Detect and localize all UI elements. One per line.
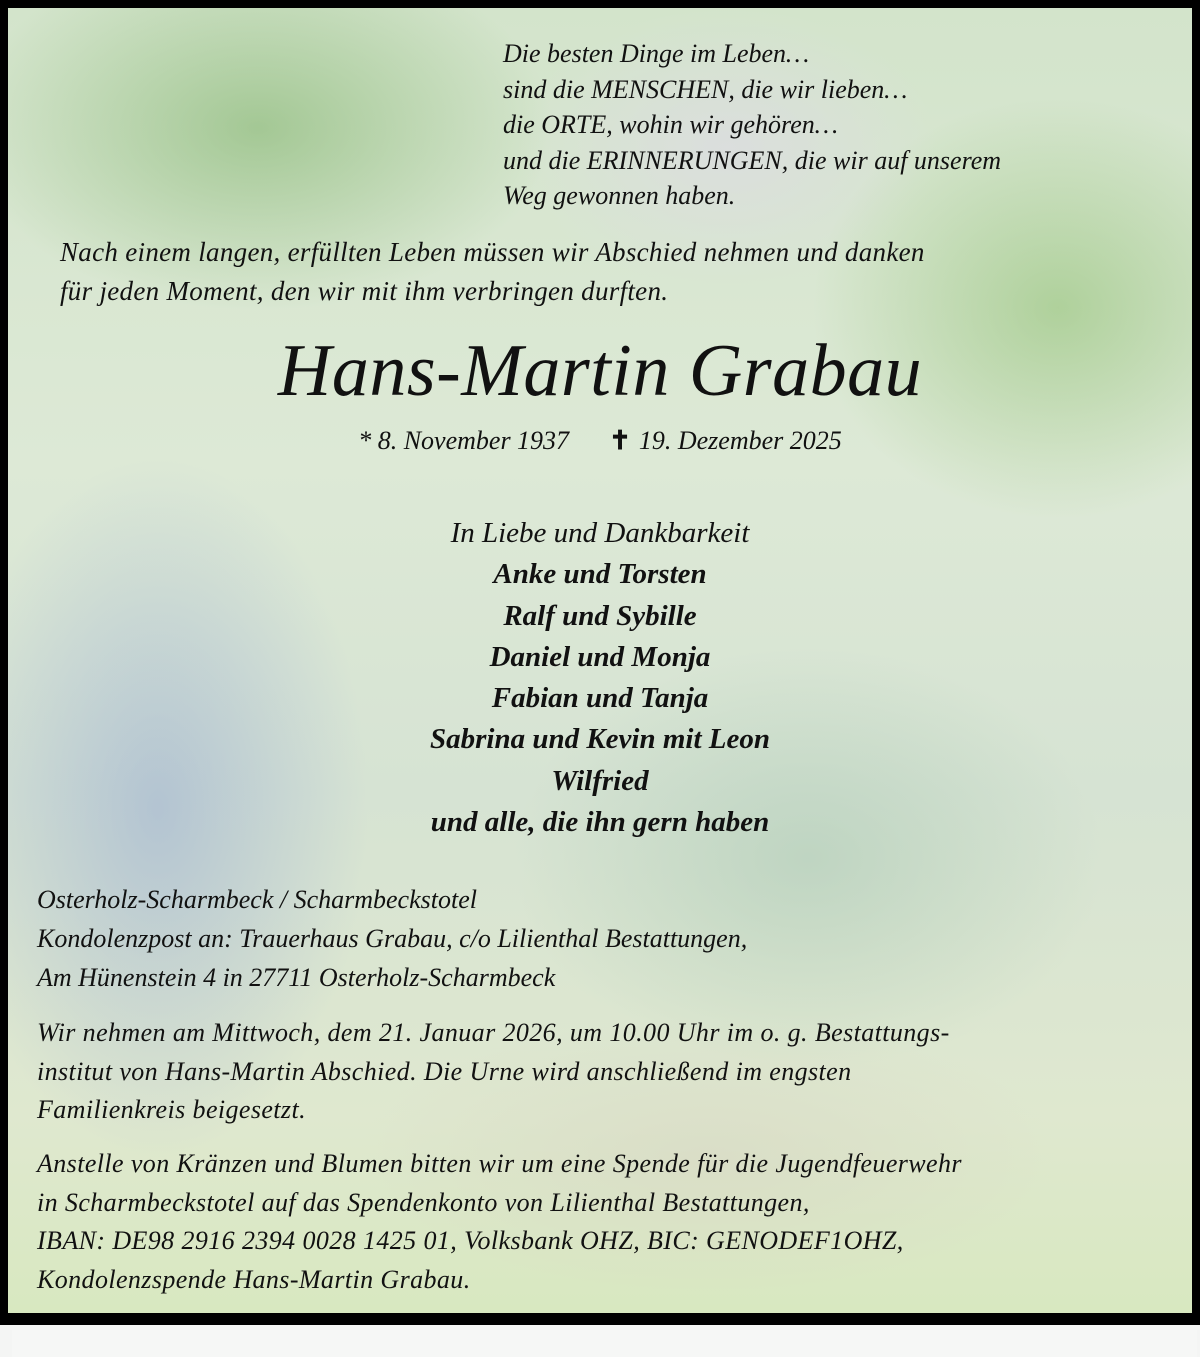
family-member: Fabian und Tanja <box>491 682 709 715</box>
donation-line: IBAN: DE98 2916 2394 0028 1425 01, Volksbank OHZ, BIC: GENODEF1OHZ, <box>37 1226 904 1255</box>
life-dates <box>8 426 1192 456</box>
address-line: Am Hünenstein 4 in 27711 Osterholz-Scharmbeck <box>37 963 556 992</box>
intro-line: für jeden Moment, den wir mit ihm verbringen durften. <box>60 276 669 306</box>
cross-icon: ✝ <box>609 426 631 455</box>
address-line: Osterholz-Scharmbeck / Scharmbeckstotel <box>37 885 477 914</box>
quote-line: Die besten Dinge im Leben… <box>503 39 810 68</box>
intro-line: Nach einem langen, erfüllten Leben müssen wir Abschied nehmen und danken <box>60 237 925 267</box>
family-member: Wilfried <box>551 764 649 797</box>
page-background-strip <box>12 1330 1197 1357</box>
birth-date: * 8. November 1937 <box>358 426 570 455</box>
address-line: Kondolenzpost an: Trauerhaus Grabau, c/o Lilienthal Bestattungen, <box>37 924 748 953</box>
family-heading: In Liebe und Dankbarkeit <box>450 517 750 549</box>
death-date: 19. Dezember 2025 <box>638 426 842 455</box>
quote-line: und die ERINNERUNGEN, die wir auf unserem <box>503 145 1002 175</box>
quote-block <box>503 36 1001 214</box>
quote-line: Weg gewonnen haben. <box>503 181 736 210</box>
ceremony-line: institut von Hans-Martin Abschied. Die Urne wird anschließend im engsten <box>37 1056 852 1086</box>
obituary-card <box>8 8 1192 1313</box>
family-member: Daniel und Monja <box>489 640 711 673</box>
ceremony-line: Familienkreis beigesetzt. <box>37 1095 306 1124</box>
quote-line: sind die MENSCHEN, die wir lieben… <box>503 74 908 104</box>
quote-line: die ORTE, wohin wir gehören… <box>503 110 838 139</box>
family-block <box>8 513 1192 843</box>
family-member: und alle, die ihn gern haben <box>430 806 770 839</box>
deceased-name: Hans-Martin Grabau <box>277 330 923 412</box>
donation-text <box>37 1145 962 1299</box>
intro-text <box>60 233 925 311</box>
address-block <box>37 880 747 997</box>
family-member: Sabrina und Kevin mit Leon <box>429 723 770 756</box>
donation-line: in Scharmbeckstotel auf das Spendenkonto von Lilienthal Bestattungen, <box>37 1187 810 1217</box>
ceremony-text <box>37 1014 950 1130</box>
donation-line: Kondolenzspende Hans-Martin Grabau. <box>37 1264 471 1294</box>
donation-line: Anstelle von Kränzen und Blumen bitten wir um eine Spende für die Jugendfeuerwehr <box>37 1149 962 1178</box>
ceremony-line: Wir nehmen am Mittwoch, dem 21. Januar 2026, um 10.00 Uhr im o. g. Bestattungs- <box>37 1018 950 1047</box>
family-member: Anke und Torsten <box>493 558 707 591</box>
family-member: Ralf und Sybille <box>503 599 697 632</box>
